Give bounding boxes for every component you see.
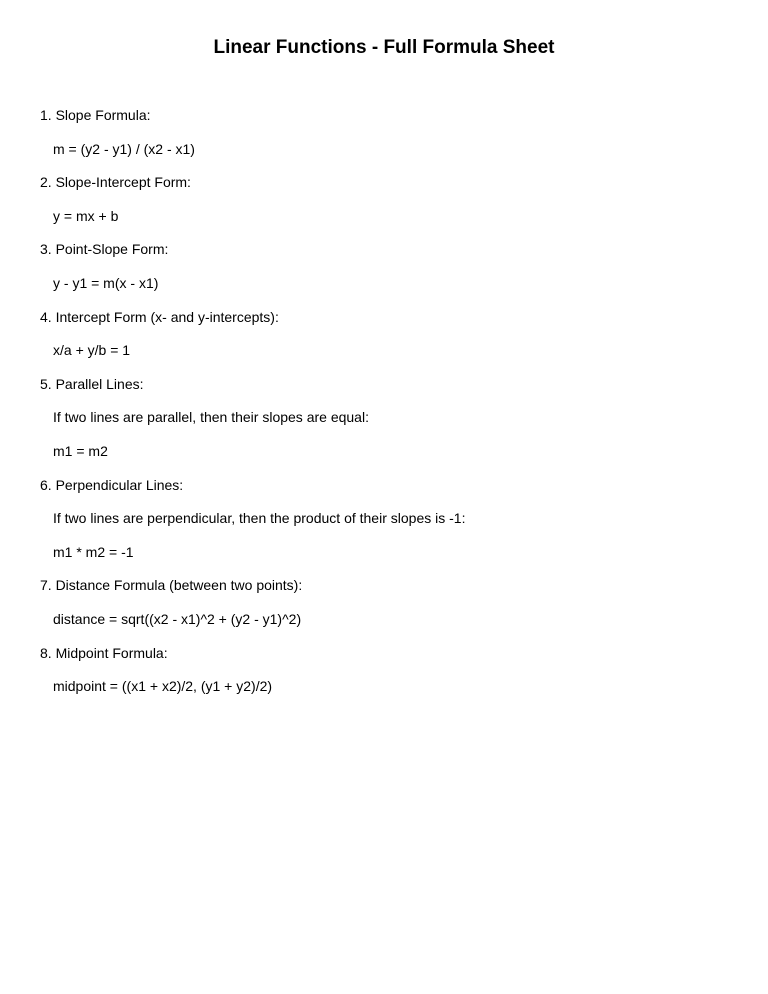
section-perpendicular-lines [40,477,740,560]
section-heading: 4. Intercept Form (x- and y-intercepts): [40,308,279,325]
formula-text: m1 * m2 = -1 [53,543,134,560]
page-title: Linear Functions - Full Formula Sheet [213,37,555,58]
formula-text: midpoint = ((x1 + x2)/2, (y1 + y2)/2) [53,678,273,695]
description-text: If two lines are perpendicular, then the product of their slopes is -1: [53,510,466,527]
section-slope-intercept-form [40,174,740,224]
section-heading: 3. Point-Slope Form: [40,241,169,258]
section-heading: 8. Midpoint Formula: [40,644,168,661]
section-heading: 7. Distance Formula (between two points): [40,577,303,594]
formula-text: m1 = m2 [53,442,108,459]
section-midpoint-formula [40,645,740,695]
section-heading: 5. Parallel Lines: [40,375,144,392]
section-point-slope-form [40,241,740,291]
formula-text: m = (y2 - y1) / (x2 - x1) [53,140,195,157]
section-intercept-form [40,309,740,359]
formula-text: y - y1 = m(x - x1) [53,274,159,291]
section-parallel-lines [40,376,740,459]
section-heading: 2. Slope-Intercept Form: [40,174,191,191]
formula-list [40,107,740,712]
section-slope-formula [40,107,740,157]
formula-text: distance = sqrt((x2 - x1)^2 + (y2 - y1)^2) [53,610,302,627]
section-heading: 6. Perpendicular Lines: [40,476,184,493]
description-text: If two lines are parallel, then their slopes are equal: [53,409,369,426]
section-heading: 1. Slope Formula: [40,107,151,123]
section-distance-formula [40,577,740,627]
formula-text: x/a + y/b = 1 [53,342,131,359]
formula-text: y = mx + b [53,207,119,224]
